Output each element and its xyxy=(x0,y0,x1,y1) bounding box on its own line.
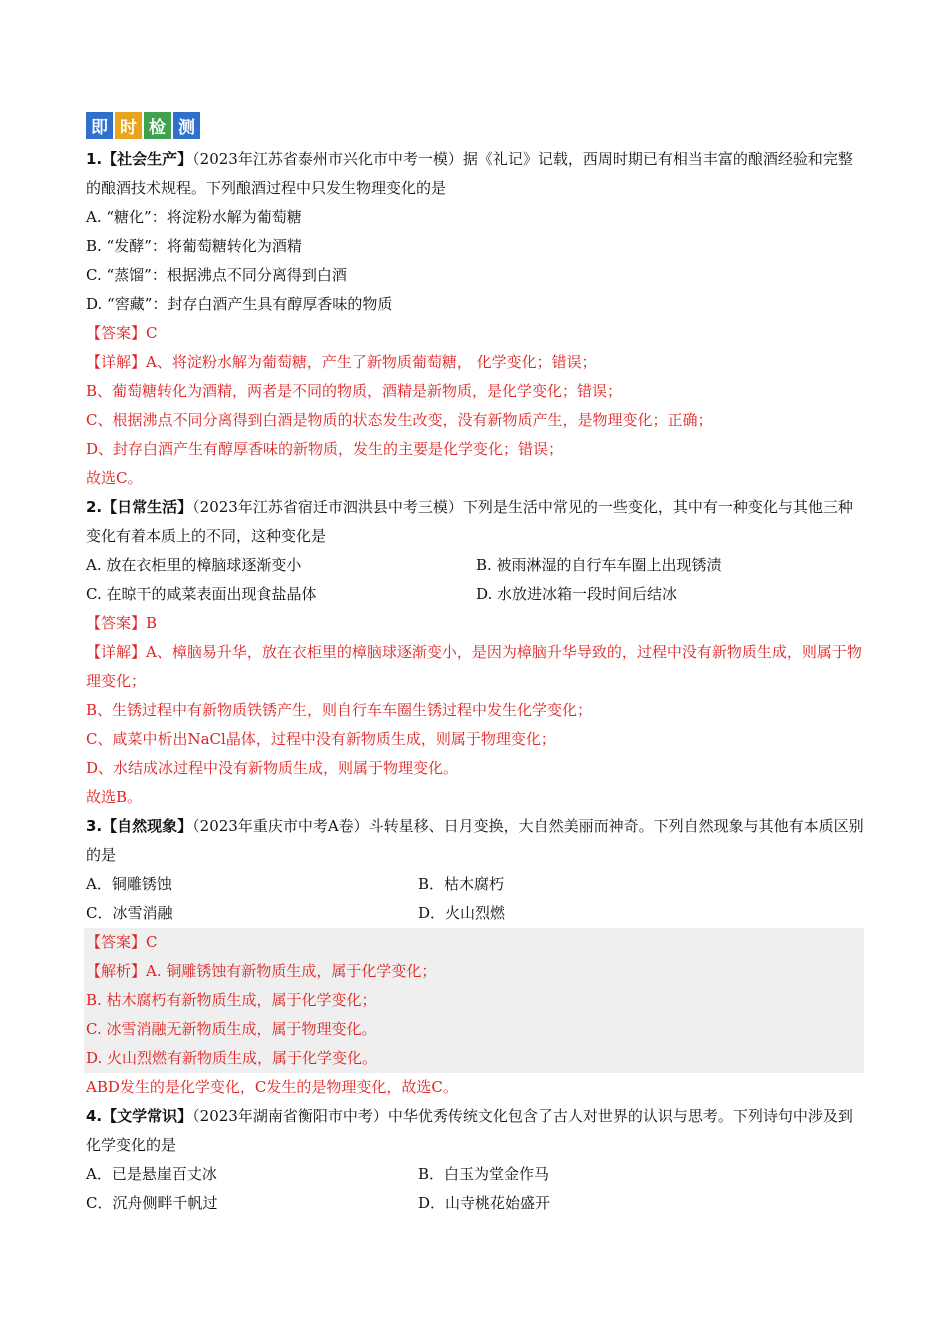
explanation-line: D、水结成冰过程中没有新物质生成，则属于物理变化。 xyxy=(86,759,459,777)
section-header xyxy=(86,112,866,139)
question-stem: 2.【日常生活】（2023年江苏省宿迁市泗洪县中考三模）下列是生活中常见的一些变化，其中有一种变化与其他三种变化有着本质上的不同，这种变化是 xyxy=(86,498,853,545)
explanation-line: C、根据沸点不同分离得到白酒是物质的状态发生改变，没有新物质产生，是物理变化；正确； xyxy=(86,411,713,429)
explanation-line: B、生锈过程中有新物质铁锈产生，则自行车车圈生锈过程中发生化学变化； xyxy=(86,701,593,719)
conclusion: 故选C。 xyxy=(86,469,143,487)
options-row xyxy=(86,870,866,899)
explanation-line: C、咸菜中析出NaCl晶体，过程中没有新物质生成，则属于物理变化； xyxy=(86,730,556,748)
option-c: C. 在晾干的咸菜表面出现食盐晶体 xyxy=(86,585,317,603)
question-1 xyxy=(86,145,866,493)
question-3 xyxy=(86,812,866,1102)
option-d: D．山寺桃花始盛开 xyxy=(418,1194,551,1212)
question-stem: 1.【社会生产】（2023年江苏省泰州市兴化市中考一模）据《礼记》记载，西周时期已有相当丰富的酿酒经验和完整的酿酒技术规程。下列酿酒过程中只发生物理变化的是 xyxy=(86,150,853,197)
question-4 xyxy=(86,1102,866,1218)
explanation-line: D、封存白酒产生有醇厚香味的新物质，发生的主要是化学变化；错误； xyxy=(86,440,564,458)
explanation-line: 【解析】A. 铜雕锈蚀有新物质生成，属于化学变化； xyxy=(86,962,437,980)
option-a: A．铜雕锈蚀 xyxy=(86,875,172,893)
options-row xyxy=(86,551,866,580)
option-a: A. “糖化”：将淀粉水解为葡萄糖 xyxy=(86,208,302,226)
question-2 xyxy=(86,493,866,812)
option-c: C. “蒸馏”：根据沸点不同分离得到白酒 xyxy=(86,266,347,284)
explanation-line: C. 冰雪消融无新物质生成，属于物理变化。 xyxy=(86,1020,377,1038)
option-b: B．白玉为堂金作马 xyxy=(418,1165,550,1183)
answer: 【答案】C xyxy=(86,933,158,951)
explanation-line: 【详解】A、樟脑易升华，放在衣柜里的樟脑球逐渐变小，是因为樟脑升华导致的，过程中没有新物质生成，则属于物理变化； xyxy=(86,643,862,690)
answer: 【答案】B xyxy=(86,614,158,632)
option-b: B. 被雨淋湿的自行车车圈上出现锈渍 xyxy=(476,556,722,574)
conclusion: 故选B。 xyxy=(86,788,143,806)
options-row xyxy=(86,1189,866,1218)
option-c: C．沉舟侧畔千帆过 xyxy=(86,1194,218,1212)
options-row xyxy=(86,899,866,928)
option-b: B. “发酵”：将葡萄糖转化为酒精 xyxy=(86,237,302,255)
question-stem: 3.【自然现象】（2023年重庆市中考A卷）斗转星移、日月变换，大自然美丽而神奇。下列自然现象与其他有本质区别的是 xyxy=(86,817,864,864)
header-char: 即 xyxy=(86,112,113,139)
option-c: C．冰雪消融 xyxy=(86,904,173,922)
explanation-line: B、葡萄糖转化为酒精，两者是不同的物质，酒精是新物质，是化学变化；错误； xyxy=(86,382,623,400)
option-a: A．已是悬崖百丈冰 xyxy=(86,1165,217,1183)
option-d: D. 水放进冰箱一段时间后结冰 xyxy=(476,585,678,603)
option-b: B．枯木腐朽 xyxy=(418,875,505,893)
option-d: D. “窖藏”：封存白酒产生具有醇厚香味的物质 xyxy=(86,295,393,313)
question-stem: 4.【文学常识】（2023年湖南省衡阳市中考）中华优秀传统文化包含了古人对世界的认识与思考。下列诗句中涉及到化学变化的是 xyxy=(86,1107,853,1154)
conclusion: ABD发生的是化学变化，C发生的是物理变化，故选C。 xyxy=(86,1078,458,1096)
document-page xyxy=(86,112,866,1218)
header-char: 时 xyxy=(115,112,142,139)
header-char: 检 xyxy=(144,112,171,139)
answer: 【答案】C xyxy=(86,324,158,342)
options-row xyxy=(86,1160,866,1189)
explanation-line: B. 枯木腐朽有新物质生成，属于化学变化； xyxy=(86,991,377,1009)
option-d: D．火山烈燃 xyxy=(418,904,506,922)
explanation-line: 【详解】A、将淀粉水解为葡萄糖，产生了新物质葡萄糖， 化学变化；错误； xyxy=(86,353,597,371)
options-row xyxy=(86,580,866,609)
explanation-line: D. 火山烈燃有新物质生成，属于化学变化。 xyxy=(86,1049,378,1067)
header-char: 测 xyxy=(173,112,200,139)
answer-box xyxy=(84,928,864,1073)
option-a: A. 放在衣柜里的樟脑球逐渐变小 xyxy=(86,556,302,574)
